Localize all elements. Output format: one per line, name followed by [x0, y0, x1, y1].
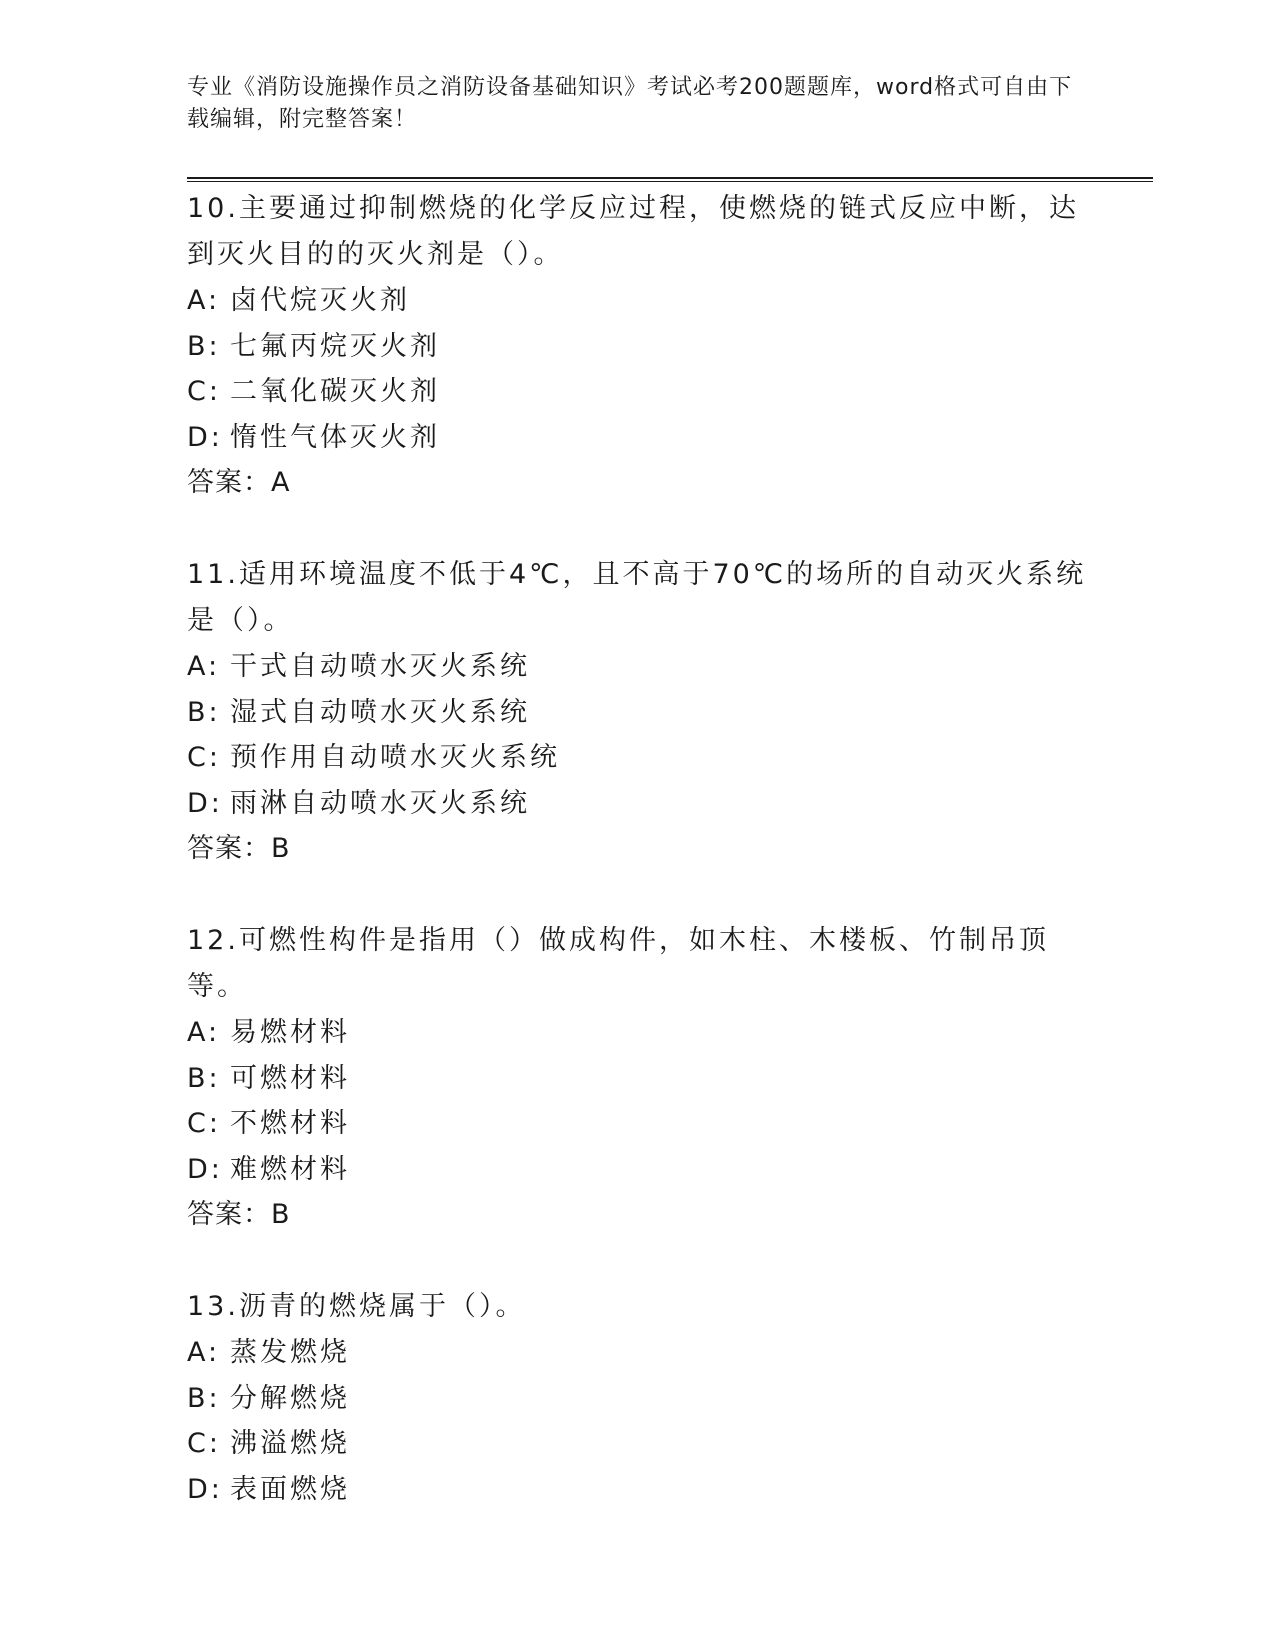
option-c [187, 735, 1087, 781]
option-d [187, 415, 1087, 461]
option-key: A: [187, 285, 221, 316]
question-stem: 12.可燃性构件是指用（）做成构件，如木柱、木楼板、竹制吊顶等。 [187, 925, 1049, 1002]
option-text: 表面燃烧 [230, 1473, 350, 1505]
option-d [187, 1467, 1087, 1513]
question-stem: 10.主要通过抑制燃烧的化学反应过程，使燃烧的链式反应中断，达到灭火目的的灭火剂是（）。 [187, 193, 1079, 270]
option-text: 雨淋自动喷水灭火系统 [230, 787, 530, 819]
option-a [187, 1330, 1087, 1376]
option-c [187, 1421, 1087, 1467]
document-header: 专业《消防设施操作员之消防设备基础知识》考试必考200题题库，word格式可自由下载编辑，附完整答案！ [187, 75, 1073, 132]
divider-thin-line [187, 181, 1153, 182]
option-key: A: [187, 1017, 221, 1048]
question-12 [187, 918, 1087, 1238]
option-text: 分解燃烧 [230, 1382, 350, 1414]
option-text: 蒸发燃烧 [230, 1337, 350, 1368]
option-text: 沸溢燃烧 [230, 1428, 350, 1459]
option-b [187, 1376, 1087, 1422]
option-c [187, 1101, 1087, 1147]
option-b [187, 690, 1087, 736]
option-a [187, 644, 1087, 690]
answer-line: 答案：A [187, 467, 291, 498]
option-text: 二氧化碳灭火剂 [230, 376, 440, 407]
option-key: B: [187, 1382, 221, 1414]
option-text: 可燃材料 [230, 1062, 350, 1094]
option-key: D: [187, 1473, 223, 1505]
question-13 [187, 1284, 1087, 1512]
option-text: 卤代烷灭火剂 [230, 285, 410, 316]
option-text: 干式自动喷水灭火系统 [230, 651, 530, 682]
option-key: B: [187, 1062, 221, 1094]
option-key: C: [187, 376, 221, 407]
question-stem: 11.适用环境温度不低于4℃，且不高于70℃的场所的自动灭火系统是（）。 [187, 559, 1087, 636]
option-d [187, 1147, 1087, 1193]
answer-line: 答案：B [187, 1199, 291, 1230]
option-a [187, 1010, 1087, 1056]
option-key: D: [187, 787, 223, 819]
question-10 [187, 186, 1087, 506]
option-text: 难燃材料 [230, 1153, 350, 1185]
divider-thick-line [187, 177, 1153, 179]
option-b [187, 1056, 1087, 1102]
option-text: 湿式自动喷水灭火系统 [230, 696, 530, 728]
question-stem: 13.沥青的燃烧属于（）。 [187, 1291, 526, 1322]
option-text: 七氟丙烷灭火剂 [230, 330, 440, 362]
option-text: 不燃材料 [230, 1108, 350, 1139]
option-b [187, 324, 1087, 370]
answer-line: 答案：B [187, 833, 291, 864]
option-d [187, 781, 1087, 827]
option-a [187, 278, 1087, 324]
option-key: D: [187, 421, 223, 453]
option-key: B: [187, 330, 221, 362]
option-key: A: [187, 1337, 221, 1368]
option-key: C: [187, 1428, 221, 1459]
option-key: C: [187, 742, 221, 773]
option-c [187, 369, 1087, 415]
question-11 [187, 552, 1087, 872]
option-text: 预作用自动喷水灭火系统 [230, 742, 560, 773]
question-list [187, 186, 1087, 1558]
option-key: A: [187, 651, 221, 682]
option-key: B: [187, 696, 221, 728]
option-key: D: [187, 1153, 223, 1185]
header-divider [187, 177, 1153, 183]
option-text: 易燃材料 [230, 1017, 350, 1048]
option-text: 惰性气体灭火剂 [230, 421, 440, 453]
option-key: C: [187, 1108, 221, 1139]
